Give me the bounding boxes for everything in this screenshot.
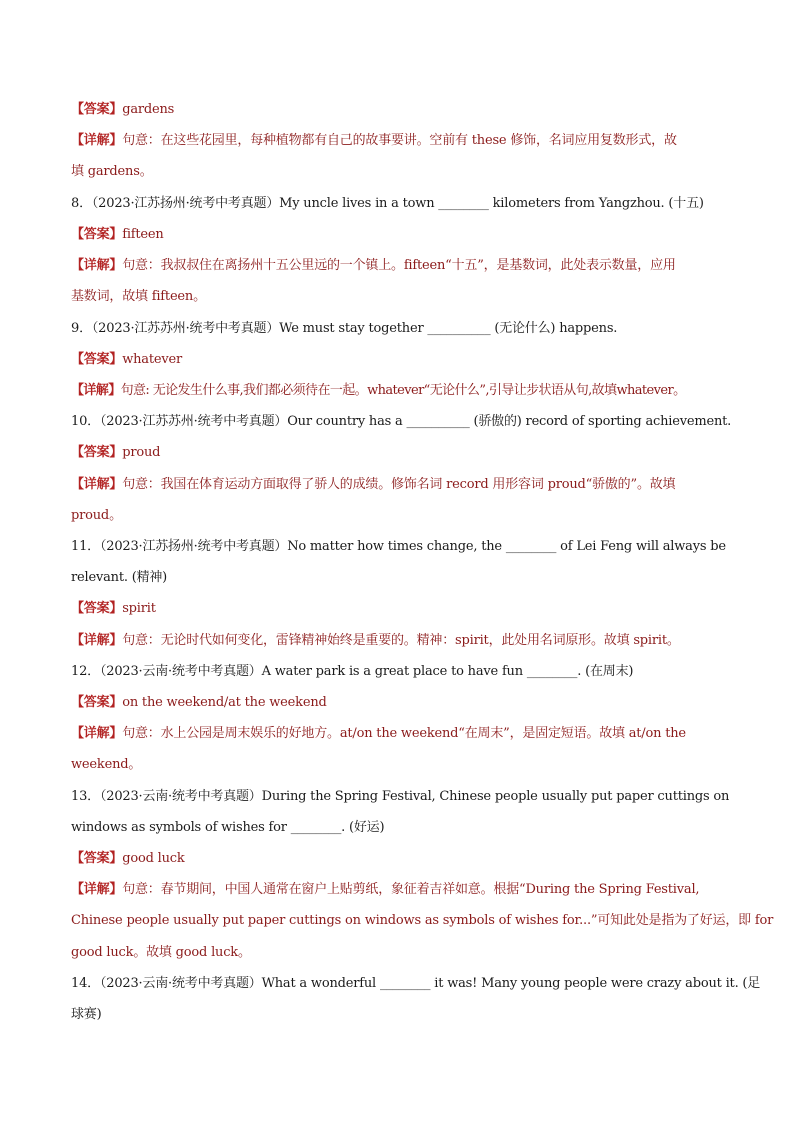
- answer-label: 【答案】: [71, 445, 123, 460]
- answer-label: 【答案】: [71, 102, 123, 117]
- q12-detail-text: weekend: [71, 757, 129, 772]
- detail-label: 【详解】: [71, 882, 123, 897]
- q9-detail-text: whatever“无论什么”: [367, 383, 486, 398]
- q9-detail-line-1: [71, 381, 731, 401]
- q11-answer-line: [71, 599, 731, 619]
- q7-answer-line: [71, 100, 731, 120]
- q8-detail-text: 。: [193, 289, 206, 304]
- q10-detail-text: proud: [71, 508, 110, 523]
- q8-detail-text: ，是基数词，此处表示数量，应用: [483, 258, 676, 273]
- answer-label: 【答案】: [71, 352, 123, 367]
- q11-answer: spirit: [122, 601, 156, 616]
- q8-question: 8．（2023·江苏扬州·统考中考真题）My uncle lives in a town ________ kilometers from Yangzhou. (十五): [71, 196, 704, 211]
- q13-detail-text: “During the Spring Festival,: [519, 882, 700, 897]
- q11-detail-line-1: [71, 631, 731, 651]
- detail-label: 【详解】: [71, 633, 123, 648]
- q13-detail-text: Chinese people usually put paper cuttings on windows as symbols of wishes for...”: [71, 913, 598, 928]
- q12-answer-line: [71, 693, 731, 713]
- q8-detail-line-1: [71, 256, 731, 276]
- q7-detail-text: 。: [139, 164, 153, 179]
- q13-detail-text: good luck: [71, 945, 134, 960]
- q14-question-line-1: 14．（2023·云南·统考中考真题）What a wonderful ________ it was! Many young people were crazy about it. (足: [71, 976, 761, 991]
- detail-label: 【详解】: [71, 726, 123, 741]
- q13-detail-text: 句意：春节期间，中国人通常在窗户上贴剪纸，象征着吉祥如意。根据: [122, 882, 520, 897]
- q7-detail-line-1: [71, 131, 731, 151]
- q8-answer: fifteen: [122, 227, 164, 242]
- q8-detail-text: 句意：我叔叔住在离扬州十五公里远的一个镇上。: [122, 258, 404, 273]
- q13-detail-line-3: [71, 943, 731, 963]
- q13-detail-line-1: [71, 880, 731, 900]
- q12-detail-text: at/on the: [628, 726, 686, 741]
- q11-detail-text: ，此处用名词原形。故填: [488, 633, 634, 648]
- q12-detail-text: 。: [128, 757, 142, 772]
- q9-detail-text: ,引导让步状语从句,故填: [485, 383, 617, 398]
- answer-label: 【答案】: [71, 695, 123, 710]
- q13-question-line-1: 13．（2023·云南·统考中考真题）During the Spring Festival, Chinese people usually put paper cuttings on: [71, 789, 730, 804]
- q12-detail-line-2: [71, 755, 731, 775]
- q10-question: 10．（2023·江苏苏州·统考中考真题）Our country has a __________ (骄傲的) record of sporting achievement.: [71, 414, 732, 429]
- q10-detail-line-1: [71, 475, 731, 495]
- q10-detail-text: 句意：我国在体育运动方面取得了骄人的成绩。修饰名词: [122, 477, 447, 492]
- q7-detail-text: 句意：在这些花园里，每种植物都有自己的故事要讲。空前有: [122, 133, 472, 148]
- q10-detail-text: record: [446, 477, 489, 492]
- q13-detail-text: 。: [238, 945, 251, 960]
- q10-answer-line: [71, 443, 731, 463]
- answer-label: 【答案】: [71, 601, 123, 616]
- q11-detail-text: spirit: [455, 633, 489, 648]
- q7-detail-text: these: [471, 133, 507, 148]
- q8-detail-line-2: [71, 287, 731, 307]
- detail-label: 【详解】: [71, 133, 123, 148]
- q10-detail-text: 用形容词: [488, 477, 548, 492]
- q8-detail-text: 基数词，故填: [71, 289, 152, 304]
- q13-answer-line: [71, 849, 731, 869]
- q12-detail-text: at/on the weekend“在周末”: [339, 726, 510, 741]
- q7-detail-text: 修饰，名词应用复数形式，故: [506, 133, 677, 148]
- q12-detail-text: ，是固定短语。故填: [509, 726, 629, 741]
- q11-question-line-2: relevant. (精神): [71, 570, 168, 585]
- q11-question-line-1: 11．（2023·江苏扬州·统考中考真题）No matter how times change, the ________ of Lei Feng will always be: [71, 539, 726, 554]
- q9-question: 9．（2023·江苏苏州·统考中考真题）We must stay together __________ (无论什么) happens.: [71, 321, 618, 336]
- q14-question-line-2: 球赛): [71, 1007, 102, 1022]
- q13-detail-text: 。故填: [133, 945, 176, 960]
- q7-detail-text: 填: [71, 164, 88, 179]
- q9-detail-text: 。: [673, 383, 686, 398]
- q7-detail-line-2: [71, 162, 731, 182]
- q13-question-line-2: windows as symbols of wishes for ________. (好运): [71, 820, 385, 835]
- q13-detail-text: 可知此处是指为了好运，即: [597, 913, 755, 928]
- q11-detail-text: 句意：无论时代如何变化，雷锋精神始终是重要的。精神：: [122, 633, 456, 648]
- q11-detail-text: 。: [666, 633, 680, 648]
- q12-question: 12．（2023·云南·统考中考真题）A water park is a great place to have fun ________. (在周末): [71, 664, 634, 679]
- q12-detail-text: 句意：水上公园是周末娱乐的好地方。: [122, 726, 340, 741]
- q7-detail-text: gardens: [87, 164, 140, 179]
- q9-detail-text: 句意: 无论发生什么事,我们都必须待在一起。: [120, 383, 368, 398]
- q10-detail-text: 。: [109, 508, 122, 523]
- answer-label: 【答案】: [71, 227, 123, 242]
- q8-answer-line: [71, 225, 731, 245]
- q13-detail-text: for: [754, 913, 774, 928]
- q13-answer: good luck: [122, 851, 185, 866]
- q13-detail-text: good luck: [175, 945, 238, 960]
- answer-label: 【答案】: [71, 851, 123, 866]
- q10-detail-line-2: [71, 506, 731, 526]
- q9-answer-line: [71, 350, 731, 370]
- q9-detail-text: whatever: [616, 383, 674, 398]
- detail-label: 【详解】: [71, 383, 121, 398]
- detail-label: 【详解】: [71, 477, 123, 492]
- detail-label: 【详解】: [71, 258, 123, 273]
- q10-detail-text: 。故填: [636, 477, 676, 492]
- q12-answer: on the weekend/at the weekend: [122, 695, 327, 710]
- q10-detail-text: proud“骄傲的”: [547, 477, 637, 492]
- q7-answer: gardens: [122, 102, 175, 117]
- q10-answer: proud: [122, 445, 161, 460]
- q11-detail-text: spirit: [633, 633, 667, 648]
- q13-detail-line-2: [71, 911, 774, 931]
- q12-detail-line-1: [71, 724, 731, 744]
- q8-detail-text: fifteen: [151, 289, 194, 304]
- q8-detail-text: fifteen“十五”: [403, 258, 484, 273]
- q9-answer: whatever: [122, 352, 183, 367]
